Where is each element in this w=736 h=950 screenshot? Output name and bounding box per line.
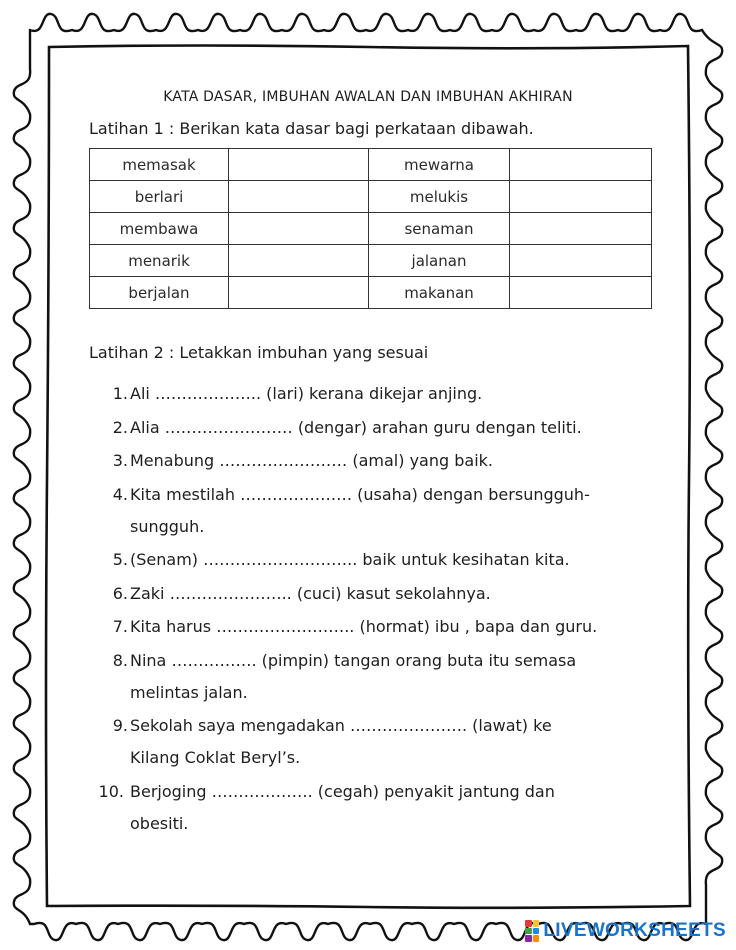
question-number: 8. <box>112 650 128 670</box>
question-text-continued: Kilang Coklat Beryl’s. <box>130 748 301 767</box>
question-number: 1. <box>112 384 128 403</box>
word-cell: makanan <box>369 277 510 309</box>
exercise2-instruction: Latihan 2 : Letakkan imbuhan yang sesuai <box>89 343 429 362</box>
word-cell: senaman <box>369 213 510 245</box>
question-number: 9. <box>112 716 128 735</box>
answer-cell[interactable] <box>510 277 652 309</box>
word-cell: menarik <box>90 245 229 277</box>
question-number: 7. <box>112 617 128 636</box>
brand-text: LIVEWORKSHEETS <box>543 920 726 941</box>
answer-cell[interactable] <box>510 149 652 181</box>
question-text: Nina ……………. (pimpin) tangan orang buta itu semasa <box>130 650 577 670</box>
logo-square <box>525 928 532 935</box>
logo-square <box>533 928 540 935</box>
question-text: (Senam) ……………………….. baik untuk kesihatan kita. <box>130 550 570 569</box>
table-row <box>90 277 652 309</box>
question-item <box>96 412 656 444</box>
worksheet-title: KATA DASAR, IMBUHAN AWALAN DAN IMBUHAN AKHIRAN <box>163 89 573 105</box>
answer-cell[interactable] <box>510 181 652 213</box>
table-row <box>90 181 652 213</box>
question-item <box>96 479 656 543</box>
answer-cell[interactable] <box>510 213 652 245</box>
question-list <box>96 378 656 841</box>
liveworksheets-brand <box>525 918 726 944</box>
question-item <box>96 544 656 576</box>
question-text: Ali ……………….. (lari) kerana dikejar anjing. <box>130 384 483 403</box>
question-item <box>96 645 656 709</box>
word-cell: berlari <box>90 181 229 213</box>
table-row <box>90 149 652 181</box>
question-item <box>96 578 656 610</box>
question-text: Kita harus …………………….. (hormat) ibu , bapa dan guru. <box>130 617 598 636</box>
answer-cell[interactable] <box>229 181 369 213</box>
question-text-continued: melintas jalan. <box>130 682 248 702</box>
word-cell: membawa <box>90 213 229 245</box>
question-number: 2. <box>112 417 128 437</box>
question-item <box>96 445 656 477</box>
question-number: 5. <box>112 550 128 569</box>
logo-square <box>533 920 540 927</box>
question-text: Kita mestilah ………………… (usaha) dengan bersungguh- <box>130 484 590 504</box>
base-word-table <box>89 148 652 309</box>
word-cell: jalanan <box>369 245 510 277</box>
question-text: Sekolah saya mengadakan …………………. (lawat) ke <box>130 716 552 735</box>
question-number: 3. <box>112 451 128 470</box>
question-text: Berjoging ………………. (cegah) penyakit jantung dan <box>130 781 555 801</box>
word-cell: berjalan <box>90 277 229 309</box>
liveworksheets-logo-icon <box>525 920 539 942</box>
answer-cell[interactable] <box>229 213 369 245</box>
logo-square <box>525 920 532 927</box>
question-item <box>96 776 656 840</box>
question-item <box>96 378 656 410</box>
answer-cell[interactable] <box>229 245 369 277</box>
table-row <box>90 245 652 277</box>
word-cell: memasak <box>90 149 229 181</box>
question-number: 6. <box>112 583 128 603</box>
word-cell: melukis <box>369 181 510 213</box>
question-text-continued: obesiti. <box>130 813 189 833</box>
logo-square <box>525 935 532 942</box>
question-item <box>96 710 656 774</box>
question-text: Alia …………………… (dengar) arahan guru dengan teliti. <box>130 417 582 437</box>
question-number: 10. <box>98 781 124 801</box>
logo-square <box>533 935 540 942</box>
question-text: Menabung …………………… (amal) yang baik. <box>130 451 493 470</box>
question-text-continued: sungguh. <box>130 516 205 536</box>
answer-cell[interactable] <box>229 149 369 181</box>
answer-cell[interactable] <box>510 245 652 277</box>
answer-cell[interactable] <box>229 277 369 309</box>
exercise1-instruction: Latihan 1 : Berikan kata dasar bagi perkataan dibawah. <box>89 119 534 138</box>
table-row <box>90 213 652 245</box>
word-cell: mewarna <box>369 149 510 181</box>
question-text: Zaki ………………….. (cuci) kasut sekolahnya. <box>130 583 491 603</box>
question-item <box>96 611 656 643</box>
question-number: 4. <box>112 484 128 504</box>
